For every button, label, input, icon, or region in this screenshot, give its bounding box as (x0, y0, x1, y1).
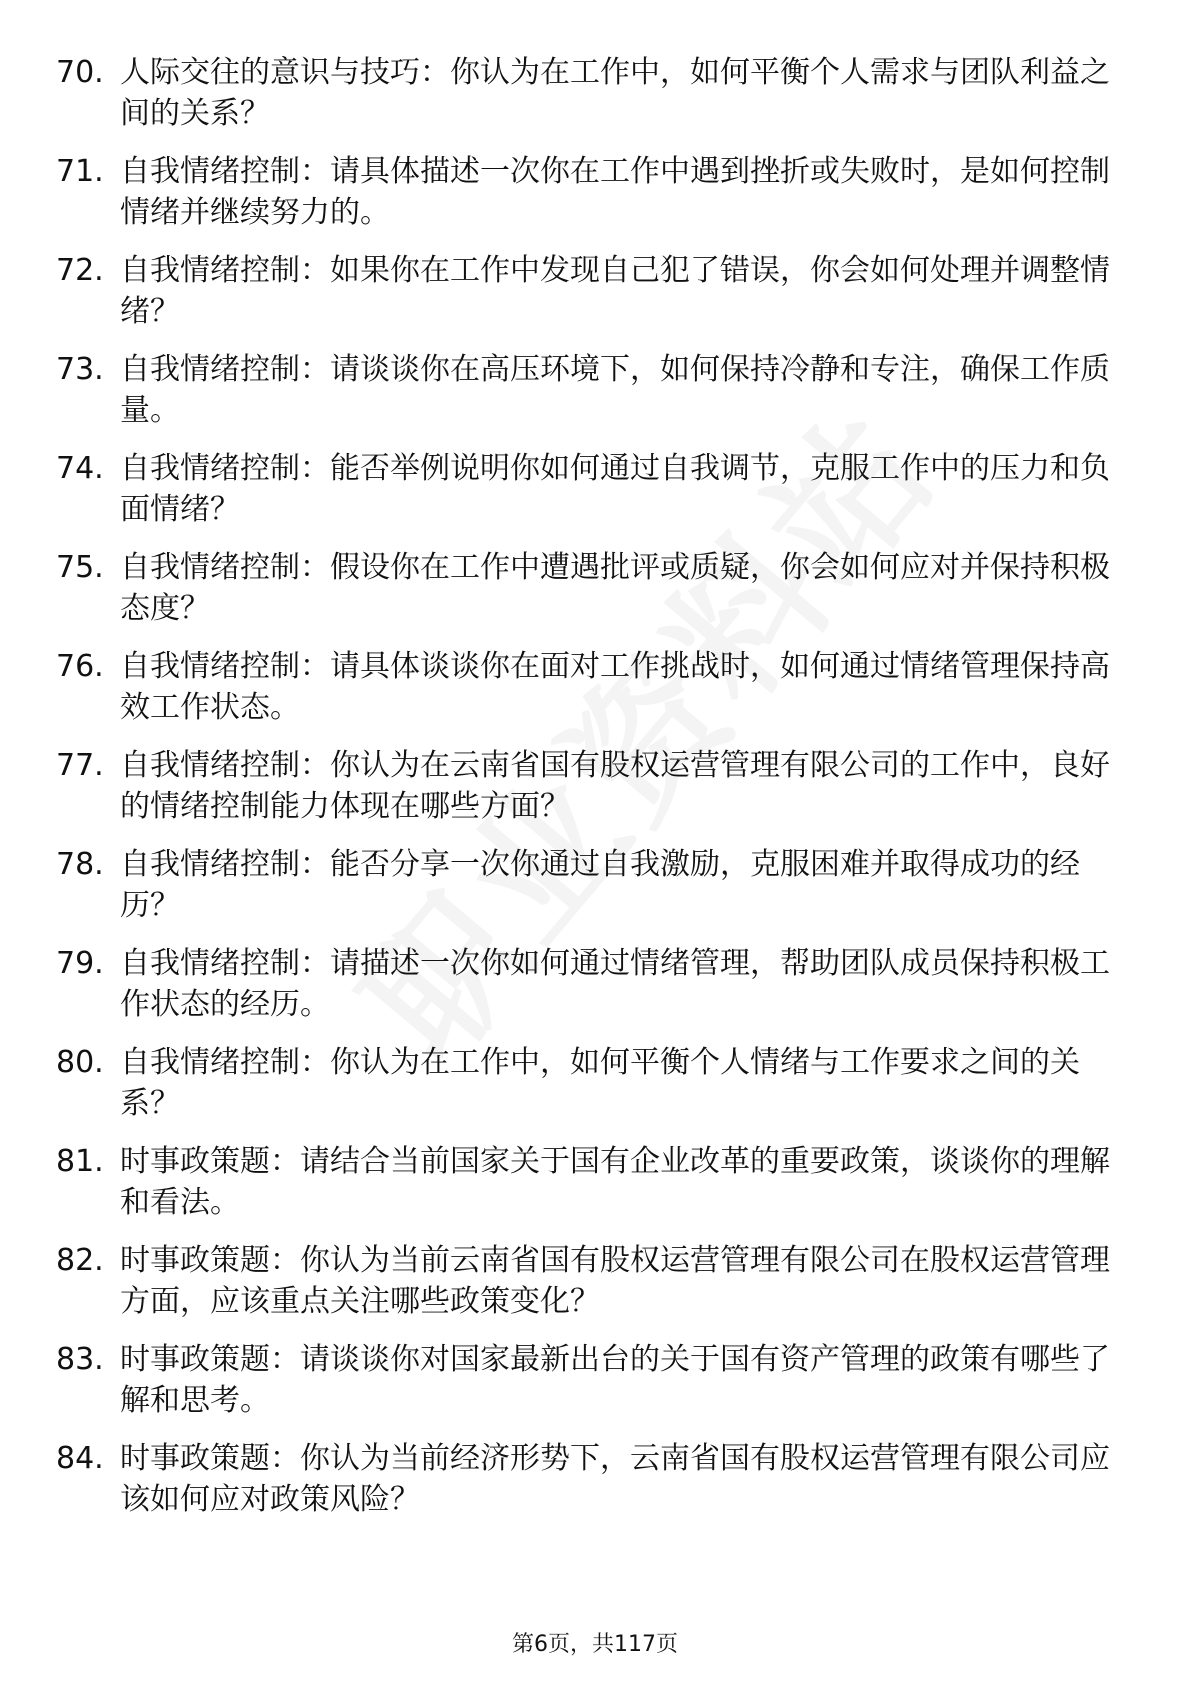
question-item (56, 1438, 1126, 1520)
question-text: 自我情绪控制：请具体描述一次你在工作中遇到挫折或失败时，是如何控制情绪并继续努力的。 (120, 154, 1110, 230)
question-item (56, 547, 1126, 629)
question-text: 自我情绪控制：你认为在工作中，如何平衡个人情绪与工作要求之间的关系？ (120, 1045, 1080, 1121)
question-number: 77. (56, 748, 104, 783)
question-text: 自我情绪控制：请谈谈你在高压环境下，如何保持冷静和专注，确保工作质量。 (120, 352, 1110, 428)
question-item (56, 52, 1126, 134)
question-number: 79. (56, 946, 104, 981)
question-number: 81. (56, 1144, 104, 1179)
question-number: 70. (56, 55, 104, 90)
question-text: 自我情绪控制：请描述一次你如何通过情绪管理，帮助团队成员保持积极工作状态的经历。 (120, 946, 1110, 1022)
question-number: 78. (56, 847, 104, 882)
question-number: 71. (56, 154, 104, 189)
question-number: 74. (56, 451, 104, 486)
question-text: 自我情绪控制：能否举例说明你如何通过自我调节，克服工作中的压力和负面情绪？ (120, 451, 1110, 527)
question-item (56, 1042, 1126, 1124)
question-item (56, 448, 1126, 530)
question-number: 82. (56, 1243, 104, 1278)
question-text: 时事政策题：请结合当前国家关于国有企业改革的重要政策，谈谈你的理解和看法。 (120, 1144, 1110, 1220)
question-item (56, 151, 1126, 233)
question-text: 人际交往的意识与技巧：你认为在工作中，如何平衡个人需求与团队利益之间的关系？ (120, 55, 1110, 131)
question-item (56, 646, 1126, 728)
question-number: 73. (56, 352, 104, 387)
question-text: 时事政策题：请谈谈你对国家最新出台的关于国有资产管理的政策有哪些了解和思考。 (120, 1342, 1110, 1418)
question-number: 75. (56, 550, 104, 585)
question-item (56, 844, 1126, 926)
question-item (56, 1339, 1126, 1421)
question-number: 80. (56, 1045, 104, 1080)
question-item (56, 1240, 1126, 1322)
question-item (56, 349, 1126, 431)
question-text: 时事政策题：你认为当前云南省国有股权运营管理有限公司在股权运营管理方面，应该重点关注哪些政策变化？ (120, 1243, 1110, 1319)
question-text: 自我情绪控制：假设你在工作中遭遇批评或质疑，你会如何应对并保持积极态度？ (120, 550, 1110, 626)
question-number: 83. (56, 1342, 104, 1377)
question-number: 72. (56, 253, 104, 288)
question-text: 时事政策题：你认为当前经济形势下，云南省国有股权运营管理有限公司应该如何应对政策风险？ (120, 1441, 1110, 1517)
question-item (56, 745, 1126, 827)
question-number: 84. (56, 1441, 104, 1476)
question-text: 自我情绪控制：请具体谈谈你在面对工作挑战时，如何通过情绪管理保持高效工作状态。 (120, 649, 1110, 725)
page-footer: 第6页，共117页 (512, 1632, 678, 1657)
question-item (56, 250, 1126, 332)
question-number: 76. (56, 649, 104, 684)
question-text: 自我情绪控制：如果你在工作中发现自己犯了错误，你会如何处理并调整情绪？ (120, 253, 1110, 329)
question-text: 自我情绪控制：能否分享一次你通过自我激励，克服困难并取得成功的经历？ (120, 847, 1080, 923)
question-text: 自我情绪控制：你认为在云南省国有股权运营管理有限公司的工作中，良好的情绪控制能力体现在哪些方面？ (120, 748, 1110, 824)
question-list (56, 52, 1126, 1537)
question-item (56, 943, 1126, 1025)
question-item (56, 1141, 1126, 1223)
